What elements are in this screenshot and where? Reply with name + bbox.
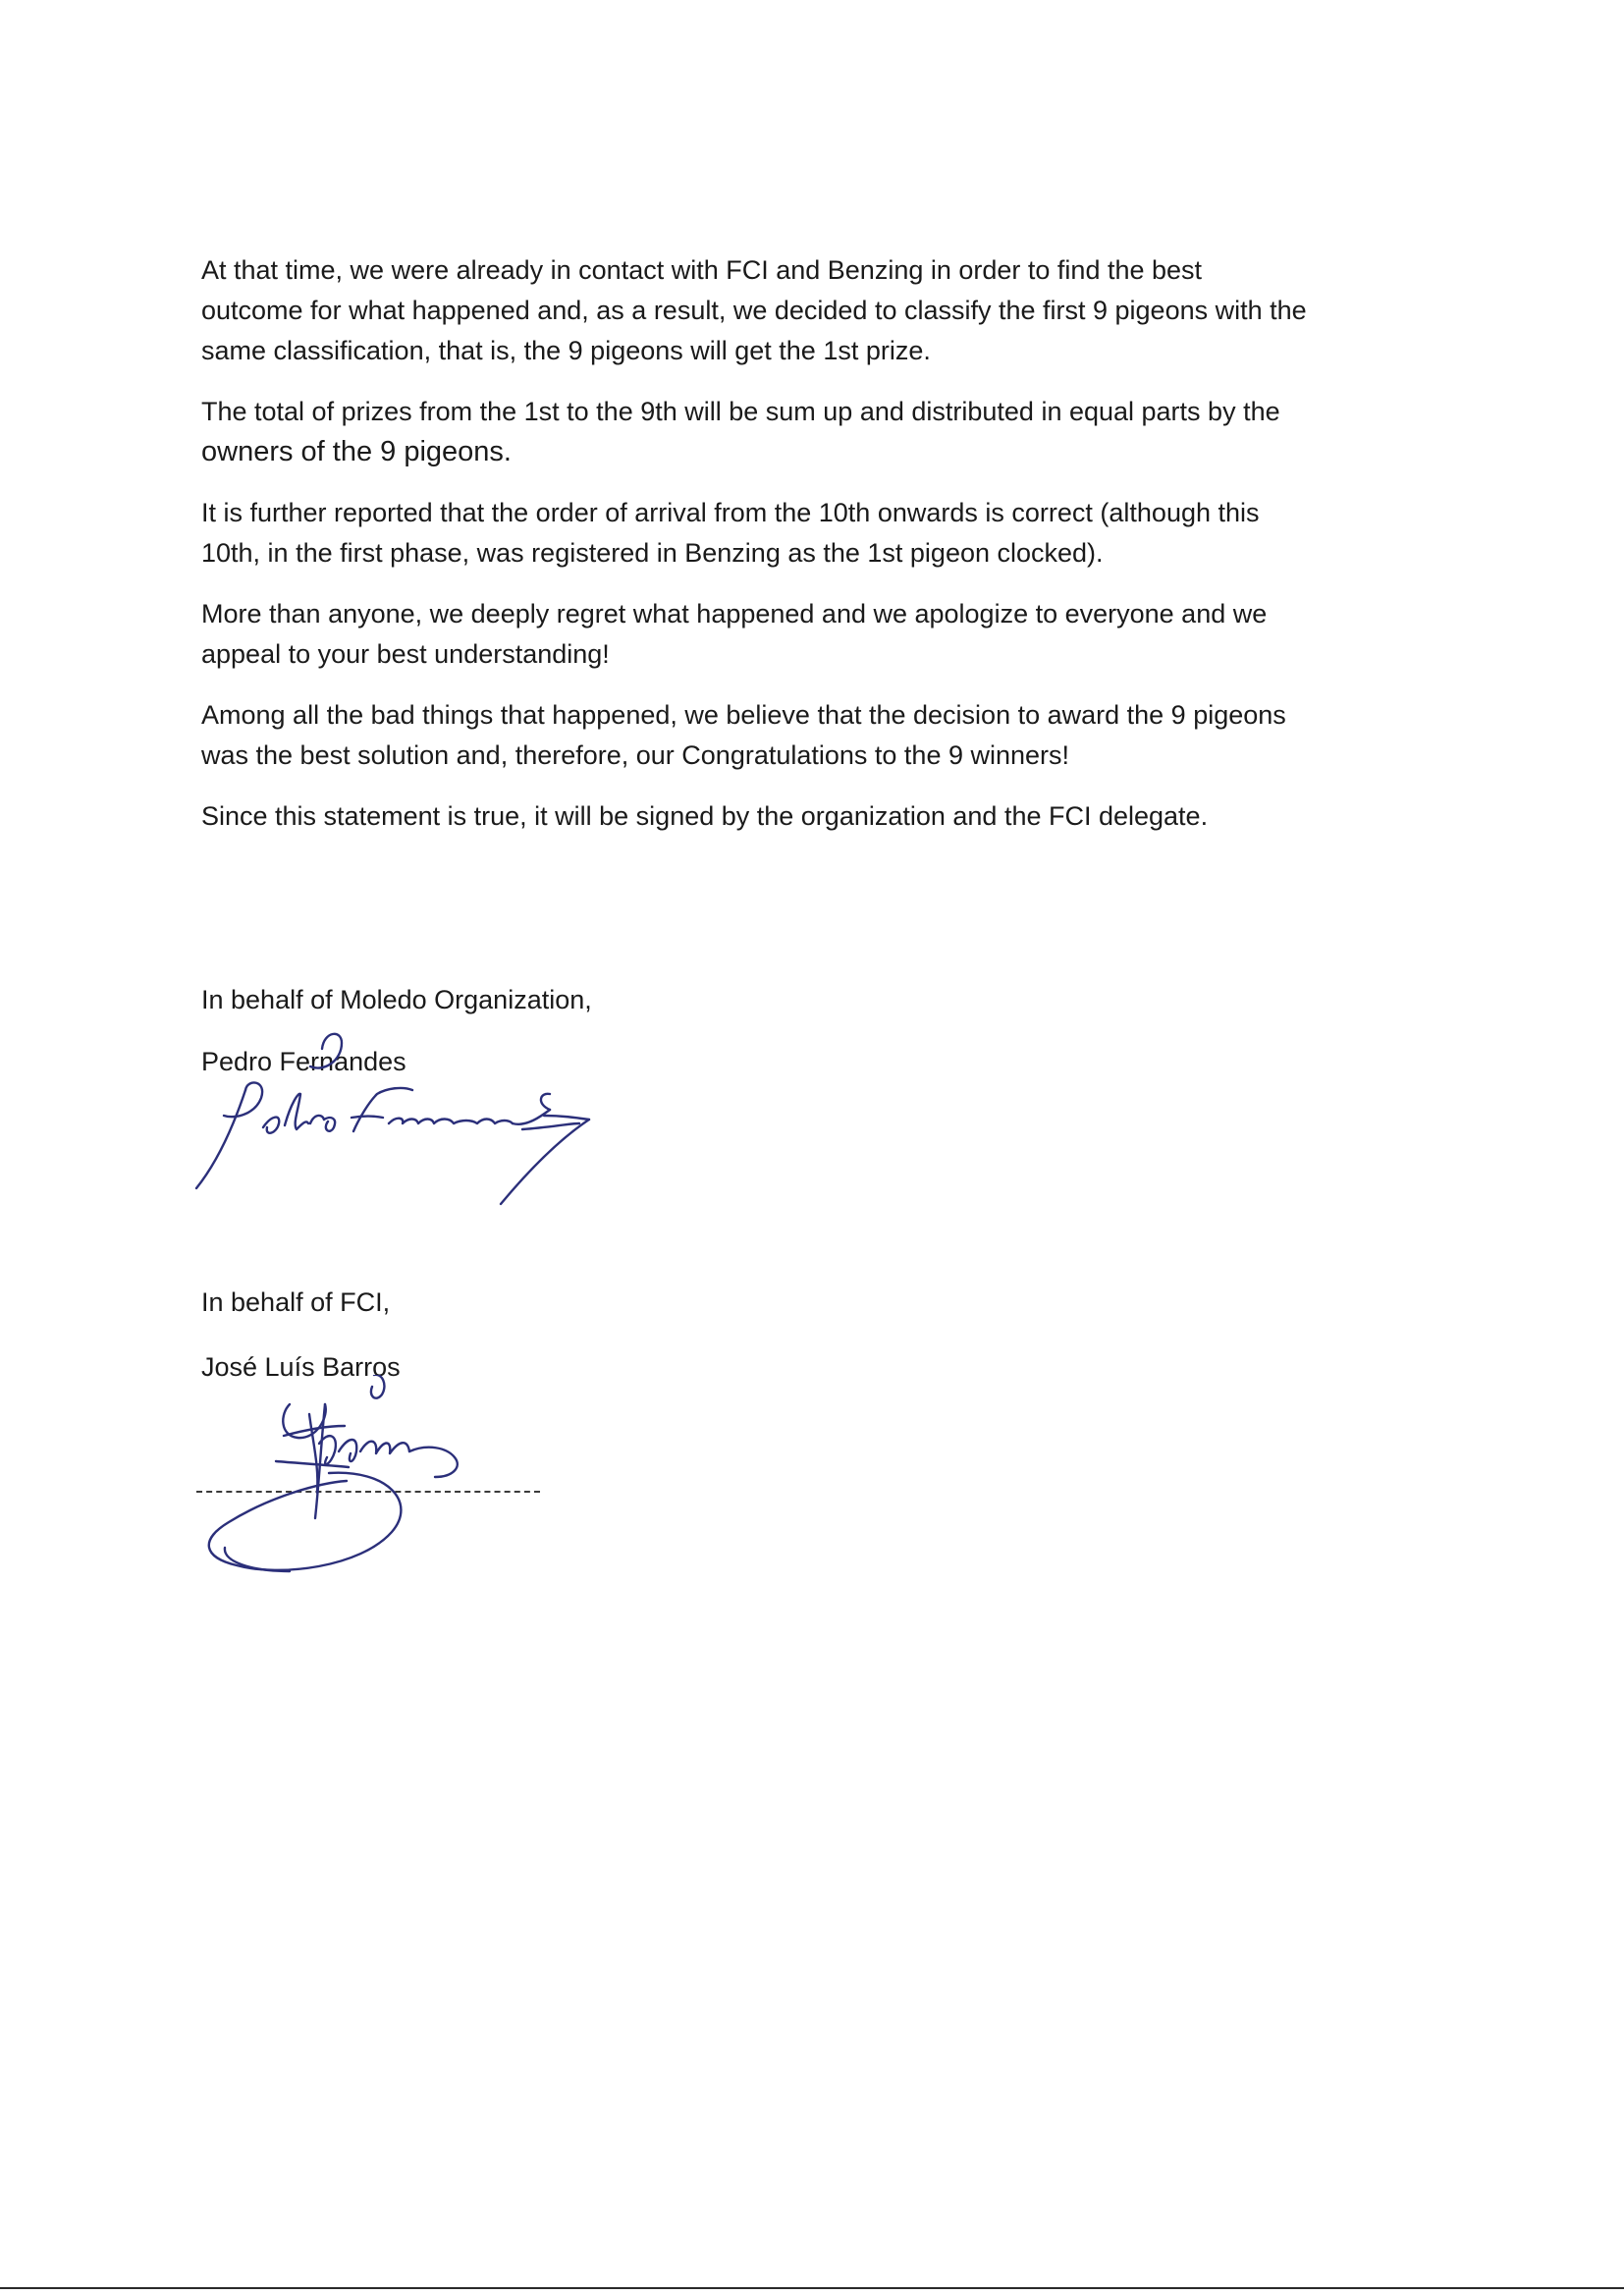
signature-jose-luis-barros: [182, 1375, 515, 1611]
text-line: was the best solution and, therefore, our Congratulations to the 9 winners!: [201, 740, 1070, 770]
paragraph-decision: [201, 695, 1399, 776]
signatory-name-jose: José Luís Barros: [201, 1352, 401, 1382]
text-line: outcome for what happened and, as a result, we decided to classify the first 9 pigeons with the: [201, 296, 1307, 325]
paragraph-order-of-arrival: [201, 493, 1399, 574]
page-bottom-edge: [0, 2287, 1624, 2289]
signatory-behalf-moledo: In behalf of Moledo Organization,: [201, 985, 592, 1014]
paragraph-apology: [201, 594, 1399, 675]
text-line: At that time, we were already in contact with FCI and Benzing in order to find the best: [201, 255, 1203, 285]
text-line: It is further reported that the order of arrival from the 10th onwards is correct (although this: [201, 498, 1260, 527]
paragraph-classification: [201, 250, 1399, 371]
letter-body: [201, 250, 1399, 857]
text-line: owners of the 9 pigeons.: [201, 436, 512, 467]
signatory-name-pedro: Pedro Fernandes: [201, 1047, 406, 1076]
paragraph-statement: [201, 796, 1399, 837]
text-line: appeal to your best understanding!: [201, 639, 610, 669]
signature-pedro-fernandes: [177, 1021, 628, 1218]
text-line: same classification, that is, the 9 pigeons will get the 1st prize.: [201, 336, 931, 365]
text-line: Since this statement is true, it will be signed by the organization and the FCI delegate.: [201, 801, 1209, 831]
text-line: More than anyone, we deeply regret what happened and we apologize to everyone and we: [201, 599, 1268, 629]
text-line: Among all the bad things that happened, we believe that the decision to award the 9 pigeons: [201, 700, 1286, 730]
text-line: 10th, in the first phase, was registered in Benzing as the 1st pigeon clocked).: [201, 538, 1104, 568]
text-line: The total of prizes from the 1st to the 9th will be sum up and distributed in equal parts by the: [201, 397, 1280, 426]
paragraph-prizes: [201, 392, 1399, 472]
signatory-behalf-fci: In behalf of FCI,: [201, 1287, 391, 1317]
